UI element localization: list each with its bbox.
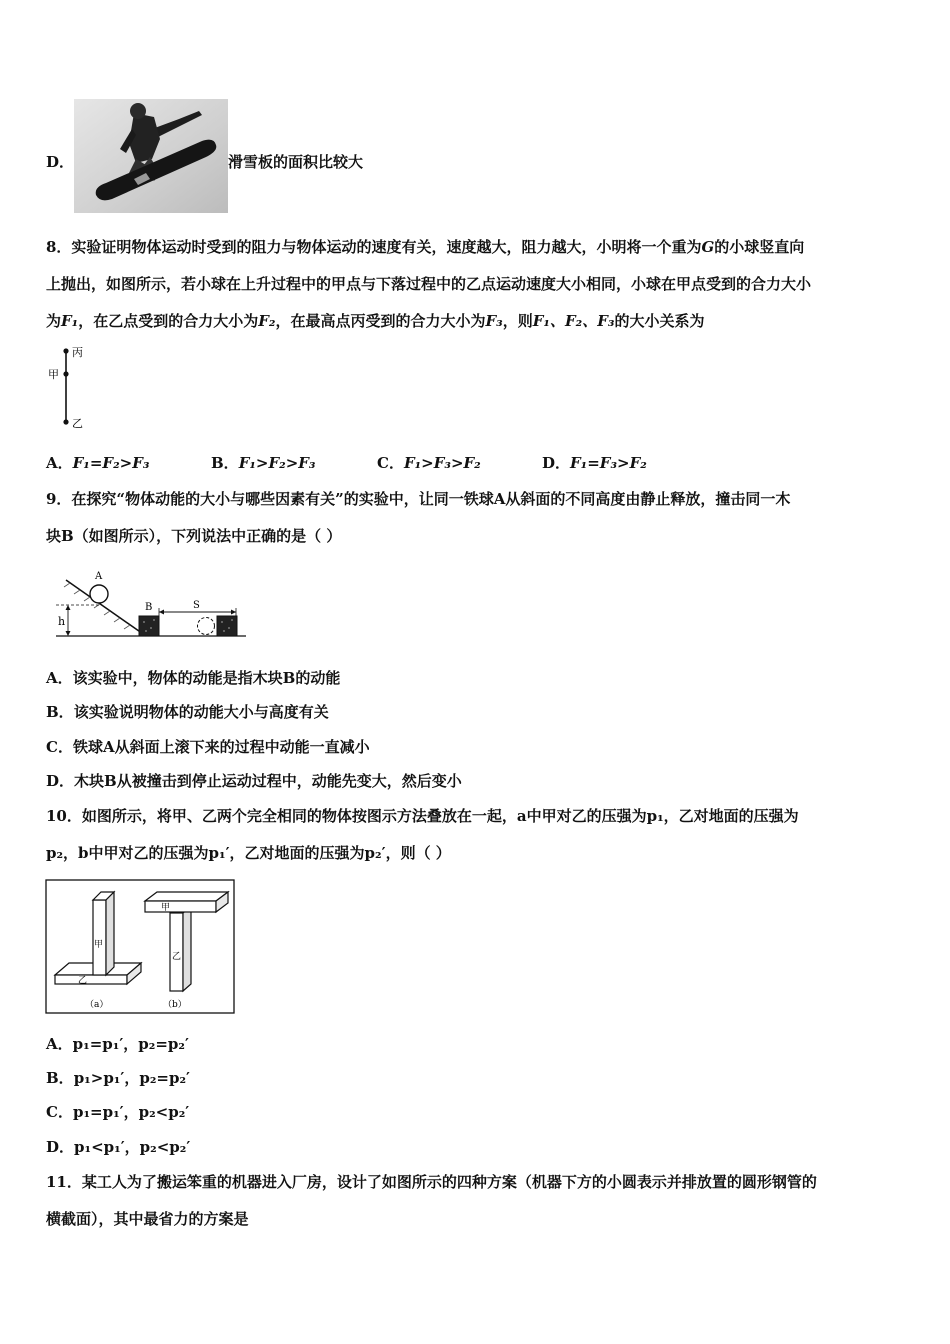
q8-point-bing (63, 348, 68, 353)
q10-figure (45, 879, 235, 1014)
q9-figure (50, 570, 250, 642)
q9-stem-line1: 9．在探究“物体动能的大小与哪些因素有关”的实验中，让同一铁球A从斜面的不同高度由静止释放，撞击同一木 (46, 490, 791, 508)
q9-label-h: h (58, 615, 66, 628)
q10-stem-line2: p₂，b中甲对乙的压强为p₁′，乙对地面的压强为p₂′，则（ ） (46, 844, 451, 862)
q10-option-c: C．p₁=p₁′，p₂<p₂′ (46, 1103, 190, 1121)
q8-point-jia (63, 371, 68, 376)
q10-option-a: A．p₁=p₁′，p₂=p₂′ (46, 1035, 189, 1053)
q10-a-label-yi: 乙 (78, 976, 88, 986)
q8-option-c: C．F₁>F₃>F₂ (377, 454, 481, 472)
q8-label-jia: 甲 (48, 368, 59, 381)
q9-label-b: B (145, 602, 153, 613)
q9-option-a: A．该实验中，物体的动能是指木块B的动能 (46, 669, 341, 687)
q8-stem-line1: 8．实验证明物体运动时受到的阻力与物体运动的速度有关，速度越大，阻力越大，小明将一个重为G的小球竖直向 (46, 238, 805, 256)
q10-a-label-jia: 甲 (94, 940, 104, 950)
q9-option-b: B．该实验说明物体的动能大小与高度有关 (46, 703, 329, 721)
q11-stem-line2: 横截面），其中最省力的方案是 (46, 1210, 249, 1228)
q10-b-label-jia: 甲 (161, 903, 171, 913)
q10-option-b: B．p₁>p₁′，p₂=p₂′ (46, 1069, 190, 1087)
snowboarder-photo (74, 99, 228, 213)
q9-ball-a (90, 585, 108, 603)
q10-option-d: D．p₁<p₁′，p₂<p₂′ (46, 1138, 191, 1156)
q9-option-d: D．木块B从被撞击到停止运动过程中，动能先变大，然后变小 (46, 772, 462, 790)
q8-figure (46, 342, 96, 434)
q8-option-d: D．F₁=F₃>F₂ (542, 454, 647, 472)
q10-b-label-yi: 乙 (172, 952, 182, 962)
q11-stem-line1: 11．某工人为了搬运笨重的机器进入厂房，设计了如图所示的四种方案（机器下方的小圆表示并排放置的圆形钢管的 (46, 1173, 817, 1191)
q9-label-a: A (95, 571, 103, 582)
q9-label-s: S (193, 600, 200, 611)
q8-label-yi: 乙 (72, 417, 83, 430)
q7-option-d-text: 滑雪板的面积比较大 (228, 153, 364, 171)
q8-option-a: A．F₁=F₂>F₃ (46, 454, 150, 472)
q10-label-a: （a） (85, 1000, 109, 1010)
q9-stem-line2: 块B（如图所示），下列说法中正确的是（ ） (46, 527, 342, 545)
q10-stem-line1: 10．如图所示，将甲、乙两个完全相同的物体按图示方法叠放在一起，a中甲对乙的压强为p₁，乙对地面的压强为 (46, 807, 799, 825)
q9-option-c: C．铁球A从斜面上滚下来的过程中动能一直减小 (46, 738, 370, 756)
q10-label-b: （b） (163, 1000, 187, 1010)
q8-stem-line3: 为F₁，在乙点受到的合力大小为F₂，在最高点丙受到的合力大小为F₃，则F₁、F₂、F₃的大小关系为 (46, 312, 705, 330)
q8-stem-line2: 上抛出，如图所示，若小球在上升过程中的甲点与下落过程中的乙点运动速度大小相同，小球在甲点受到的合力大小 (46, 275, 812, 293)
q8-label-bing: 丙 (72, 346, 83, 359)
q7-option-d-letter: D． (46, 153, 75, 171)
q8-option-b: B．F₁>F₂>F₃ (211, 454, 316, 472)
q8-point-yi (63, 419, 68, 424)
q9-block-b (139, 616, 159, 636)
